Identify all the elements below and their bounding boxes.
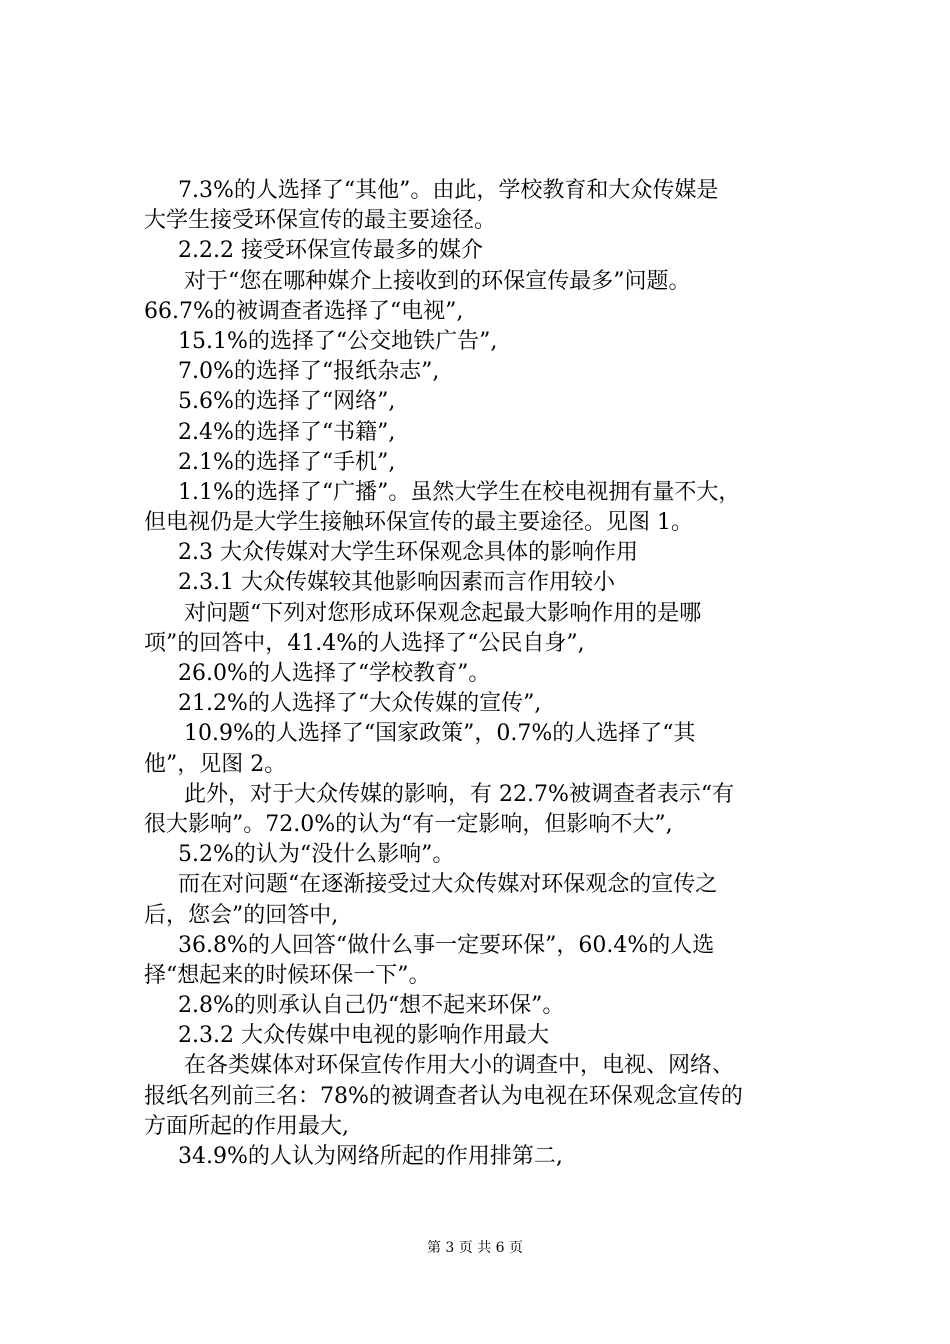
text-line: 36.8%的人回答“做什么事一定要环保”，60.4%的人选	[178, 932, 715, 958]
text-line: 7.0%的选择了“报纸杂志”,	[178, 359, 440, 385]
text-line: 2.3 大众传媒对大学生环保观念具体的影响作用	[178, 540, 638, 566]
text-line: 对于“您在哪种媒介上接收到的环保宣传最多”问题。	[184, 268, 691, 294]
text-line: 1.1%的选择了“广播”。虽然大学生在校电视拥有量不大，	[178, 479, 741, 505]
text-line: 7.3%的人选择了“其他”。由此，学校教育和大众传媒是	[178, 178, 719, 203]
text-line: 但电视仍是大学生接触环保宣传的最主要途径。见图 1。	[144, 510, 693, 536]
text-line: 2.1%的选择了“手机”,	[178, 449, 396, 475]
text-line: 10.9%的人选择了“国家政策”，0.7%的人选择了“其	[184, 721, 696, 747]
text-line: 66.7%的被调查者选择了“电视”,	[144, 298, 464, 324]
text-line: 21.2%的人选择了“大众传媒的宣传”,	[178, 691, 542, 717]
text-line: 2.8%的则承认自己仍“想不起来环保”。	[178, 993, 565, 1019]
text-line: 5.2%的认为“没什么影响”。	[178, 842, 455, 868]
text-line: 2.3.1 大众传媒较其他影响因素而言作用较小	[178, 570, 615, 596]
text-line: 择“想起来的时候环保一下”。	[144, 962, 431, 988]
text-line: 很大影响”。72.0%的认为“有一定影响，但影响不大”,	[144, 811, 673, 837]
text-line: 报纸名列前三名：78%的被调查者认为电视在环保观念宣传的	[144, 1083, 743, 1109]
text-line: 2.3.2 大众传媒中电视的影响作用最大	[178, 1023, 549, 1049]
text-line: 34.9%的人认为网络所起的作用排第二,	[178, 1144, 563, 1169]
text-line: 大学生接受环保宣传的最主要途径。	[144, 208, 497, 234]
text-line: 此外，对于大众传媒的影响，有 22.7%被调查者表示“有	[184, 781, 735, 807]
text-line: 项”的回答中，41.4%的人选择了“公民自身”,	[144, 630, 585, 656]
text-line: 后，您会”的回答中,	[144, 902, 339, 928]
text-line: 15.1%的选择了“公交地铁广告”,	[178, 328, 498, 354]
text-line: 方面所起的作用最大,	[144, 1113, 349, 1139]
page-footer: 第 3 页 共 6 页	[426, 1240, 524, 1256]
text-line: 他”，见图 2。	[144, 751, 287, 777]
text-line: 2.4%的选择了“书籍”,	[178, 419, 396, 445]
document-body	[144, 176, 844, 1172]
text-line: 对问题“下列对您形成环保观念起最大影响作用的是哪	[184, 600, 702, 626]
text-line: 2.2.2 接受环保宣传最多的媒介	[178, 238, 483, 264]
text-line: 而在对问题“在逐渐接受过大众传媒对环保观念的宣传之	[178, 872, 718, 898]
text-line: 在各类媒体对环保宣传作用大小的调查中，电视、网络、	[184, 1053, 735, 1079]
text-line: 5.6%的选择了“网络”,	[178, 389, 396, 415]
text-line: 26.0%的人选择了“学校教育”。	[178, 661, 491, 686]
